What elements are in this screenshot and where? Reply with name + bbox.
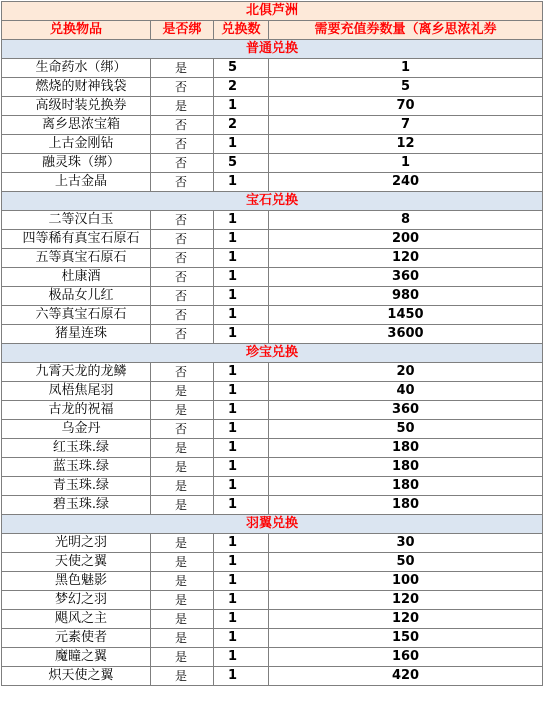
item-name-cell: 九霄天龙的龙鳞 — [2, 363, 151, 382]
table-row — [2, 439, 543, 458]
table-row — [2, 629, 543, 648]
cost-cell: 180 — [269, 496, 543, 515]
bound-cell: 否 — [151, 287, 214, 306]
table-row — [2, 363, 543, 382]
cost-cell: 120 — [269, 591, 543, 610]
quantity-cell: 1 — [214, 268, 269, 287]
header-qty: 兑换数 — [214, 21, 269, 40]
quantity-cell: 1 — [214, 211, 269, 230]
cost-cell: 30 — [269, 534, 543, 553]
cost-cell: 360 — [269, 268, 543, 287]
table-row — [2, 420, 543, 439]
table-row — [2, 572, 543, 591]
cost-cell: 150 — [269, 629, 543, 648]
cost-cell: 20 — [269, 363, 543, 382]
bound-cell: 是 — [151, 97, 214, 116]
section-title: 羽翼兑换 — [2, 515, 543, 534]
cost-cell: 200 — [269, 230, 543, 249]
item-name-cell: 黑色魅影 — [2, 572, 151, 591]
section-row — [2, 192, 543, 211]
item-name-cell: 五等真宝石原石 — [2, 249, 151, 268]
item-name-cell: 元素使者 — [2, 629, 151, 648]
table-row — [2, 534, 543, 553]
cost-cell: 360 — [269, 401, 543, 420]
table-row — [2, 230, 543, 249]
quantity-cell: 1 — [214, 477, 269, 496]
table-row — [2, 610, 543, 629]
item-name-cell: 飓风之主 — [2, 610, 151, 629]
cost-cell: 420 — [269, 667, 543, 686]
bound-cell: 否 — [151, 268, 214, 287]
bound-cell: 是 — [151, 382, 214, 401]
table-title: 北俱芦洲 — [2, 2, 543, 21]
quantity-cell: 5 — [214, 154, 269, 173]
quantity-cell: 1 — [214, 572, 269, 591]
item-name-cell: 高级时装兑换券 — [2, 97, 151, 116]
section-row — [2, 344, 543, 363]
bound-cell: 是 — [151, 572, 214, 591]
table-row — [2, 97, 543, 116]
cost-cell: 120 — [269, 610, 543, 629]
item-name-cell: 四等稀有真宝石原石 — [2, 230, 151, 249]
quantity-cell: 1 — [214, 439, 269, 458]
cost-cell: 3600 — [269, 325, 543, 344]
cost-cell: 120 — [269, 249, 543, 268]
item-name-cell: 炽天使之翼 — [2, 667, 151, 686]
cost-cell: 980 — [269, 287, 543, 306]
item-name-cell: 融灵珠（绑） — [2, 154, 151, 173]
quantity-cell: 1 — [214, 667, 269, 686]
cost-cell: 8 — [269, 211, 543, 230]
bound-cell: 是 — [151, 610, 214, 629]
table-row — [2, 211, 543, 230]
table-row — [2, 287, 543, 306]
table-row — [2, 325, 543, 344]
quantity-cell: 1 — [214, 648, 269, 667]
cost-cell: 240 — [269, 173, 543, 192]
bound-cell: 否 — [151, 363, 214, 382]
bound-cell: 否 — [151, 306, 214, 325]
item-name-cell: 蓝玉珠.绿 — [2, 458, 151, 477]
bound-cell: 否 — [151, 420, 214, 439]
item-name-cell: 上古金晶 — [2, 173, 151, 192]
cost-cell: 1 — [269, 59, 543, 78]
item-name-cell: 燃烧的财神钱袋 — [2, 78, 151, 97]
table-row — [2, 154, 543, 173]
item-name-cell: 魔瞳之翼 — [2, 648, 151, 667]
quantity-cell: 2 — [214, 78, 269, 97]
cost-cell: 12 — [269, 135, 543, 154]
bound-cell: 是 — [151, 648, 214, 667]
bound-cell: 是 — [151, 59, 214, 78]
item-name-cell: 青玉珠.绿 — [2, 477, 151, 496]
cost-cell: 160 — [269, 648, 543, 667]
table-row — [2, 458, 543, 477]
section-title: 宝石兑换 — [2, 192, 543, 211]
table-row — [2, 173, 543, 192]
bound-cell: 是 — [151, 477, 214, 496]
quantity-cell: 1 — [214, 287, 269, 306]
exchange-table — [1, 1, 543, 686]
bound-cell: 否 — [151, 230, 214, 249]
bound-cell: 否 — [151, 211, 214, 230]
item-name-cell: 离乡思浓宝箱 — [2, 116, 151, 135]
item-name-cell: 光明之羽 — [2, 534, 151, 553]
bound-cell: 否 — [151, 154, 214, 173]
title-row — [2, 2, 543, 21]
bound-cell: 否 — [151, 78, 214, 97]
quantity-cell: 1 — [214, 135, 269, 154]
quantity-cell: 1 — [214, 420, 269, 439]
header-cost: 需要充值券数量（离乡思浓礼券 — [269, 21, 543, 40]
item-name-cell: 杜康酒 — [2, 268, 151, 287]
bound-cell: 是 — [151, 496, 214, 515]
table-row — [2, 116, 543, 135]
header-item: 兑换物品 — [2, 21, 151, 40]
item-name-cell: 猪星连珠 — [2, 325, 151, 344]
bound-cell: 是 — [151, 458, 214, 477]
bound-cell: 是 — [151, 667, 214, 686]
item-name-cell: 上古金刚钻 — [2, 135, 151, 154]
item-name-cell: 红玉珠.绿 — [2, 439, 151, 458]
quantity-cell: 5 — [214, 59, 269, 78]
header-bound: 是否绑 — [151, 21, 214, 40]
cost-cell: 180 — [269, 439, 543, 458]
table-row — [2, 401, 543, 420]
item-name-cell: 极品女儿红 — [2, 287, 151, 306]
table-row — [2, 135, 543, 154]
cost-cell: 50 — [269, 420, 543, 439]
table-row — [2, 78, 543, 97]
quantity-cell: 1 — [214, 382, 269, 401]
quantity-cell: 2 — [214, 116, 269, 135]
item-name-cell: 六等真宝石原石 — [2, 306, 151, 325]
bound-cell: 否 — [151, 249, 214, 268]
quantity-cell: 1 — [214, 458, 269, 477]
cost-cell: 40 — [269, 382, 543, 401]
quantity-cell: 1 — [214, 534, 269, 553]
table-row — [2, 59, 543, 78]
cost-cell: 7 — [269, 116, 543, 135]
cost-cell: 180 — [269, 458, 543, 477]
item-name-cell: 生命药水（绑） — [2, 59, 151, 78]
table-row — [2, 382, 543, 401]
table-row — [2, 553, 543, 572]
cost-cell: 50 — [269, 553, 543, 572]
section-title: 珍宝兑换 — [2, 344, 543, 363]
bound-cell: 否 — [151, 116, 214, 135]
item-name-cell: 凤梧焦尾羽 — [2, 382, 151, 401]
bound-cell: 是 — [151, 439, 214, 458]
bound-cell: 是 — [151, 553, 214, 572]
table-row — [2, 477, 543, 496]
bound-cell: 否 — [151, 135, 214, 154]
quantity-cell: 1 — [214, 610, 269, 629]
table-row — [2, 591, 543, 610]
table-row — [2, 496, 543, 515]
item-name-cell: 碧玉珠.绿 — [2, 496, 151, 515]
quantity-cell: 1 — [214, 306, 269, 325]
cost-cell: 70 — [269, 97, 543, 116]
section-title: 普通兑换 — [2, 40, 543, 59]
bound-cell: 是 — [151, 629, 214, 648]
bound-cell: 是 — [151, 534, 214, 553]
bound-cell: 否 — [151, 173, 214, 192]
item-name-cell: 二等汉白玉 — [2, 211, 151, 230]
item-name-cell: 天使之翼 — [2, 553, 151, 572]
cost-cell: 180 — [269, 477, 543, 496]
table-row — [2, 268, 543, 287]
header-row — [2, 21, 543, 40]
quantity-cell: 1 — [214, 325, 269, 344]
section-row — [2, 40, 543, 59]
cost-cell: 1 — [269, 154, 543, 173]
item-name-cell: 梦幻之羽 — [2, 591, 151, 610]
item-name-cell: 乌金丹 — [2, 420, 151, 439]
quantity-cell: 1 — [214, 591, 269, 610]
quantity-cell: 1 — [214, 249, 269, 268]
bound-cell: 否 — [151, 325, 214, 344]
cost-cell: 1450 — [269, 306, 543, 325]
bound-cell: 是 — [151, 401, 214, 420]
quantity-cell: 1 — [214, 496, 269, 515]
quantity-cell: 1 — [214, 553, 269, 572]
table-row — [2, 249, 543, 268]
section-row — [2, 515, 543, 534]
quantity-cell: 1 — [214, 97, 269, 116]
table-row — [2, 648, 543, 667]
cost-cell: 5 — [269, 78, 543, 97]
quantity-cell: 1 — [214, 173, 269, 192]
cost-cell: 100 — [269, 572, 543, 591]
quantity-cell: 1 — [214, 629, 269, 648]
quantity-cell: 1 — [214, 230, 269, 249]
table-row — [2, 306, 543, 325]
bound-cell: 是 — [151, 591, 214, 610]
quantity-cell: 1 — [214, 401, 269, 420]
table-row — [2, 667, 543, 686]
quantity-cell: 1 — [214, 363, 269, 382]
item-name-cell: 古龙的祝福 — [2, 401, 151, 420]
